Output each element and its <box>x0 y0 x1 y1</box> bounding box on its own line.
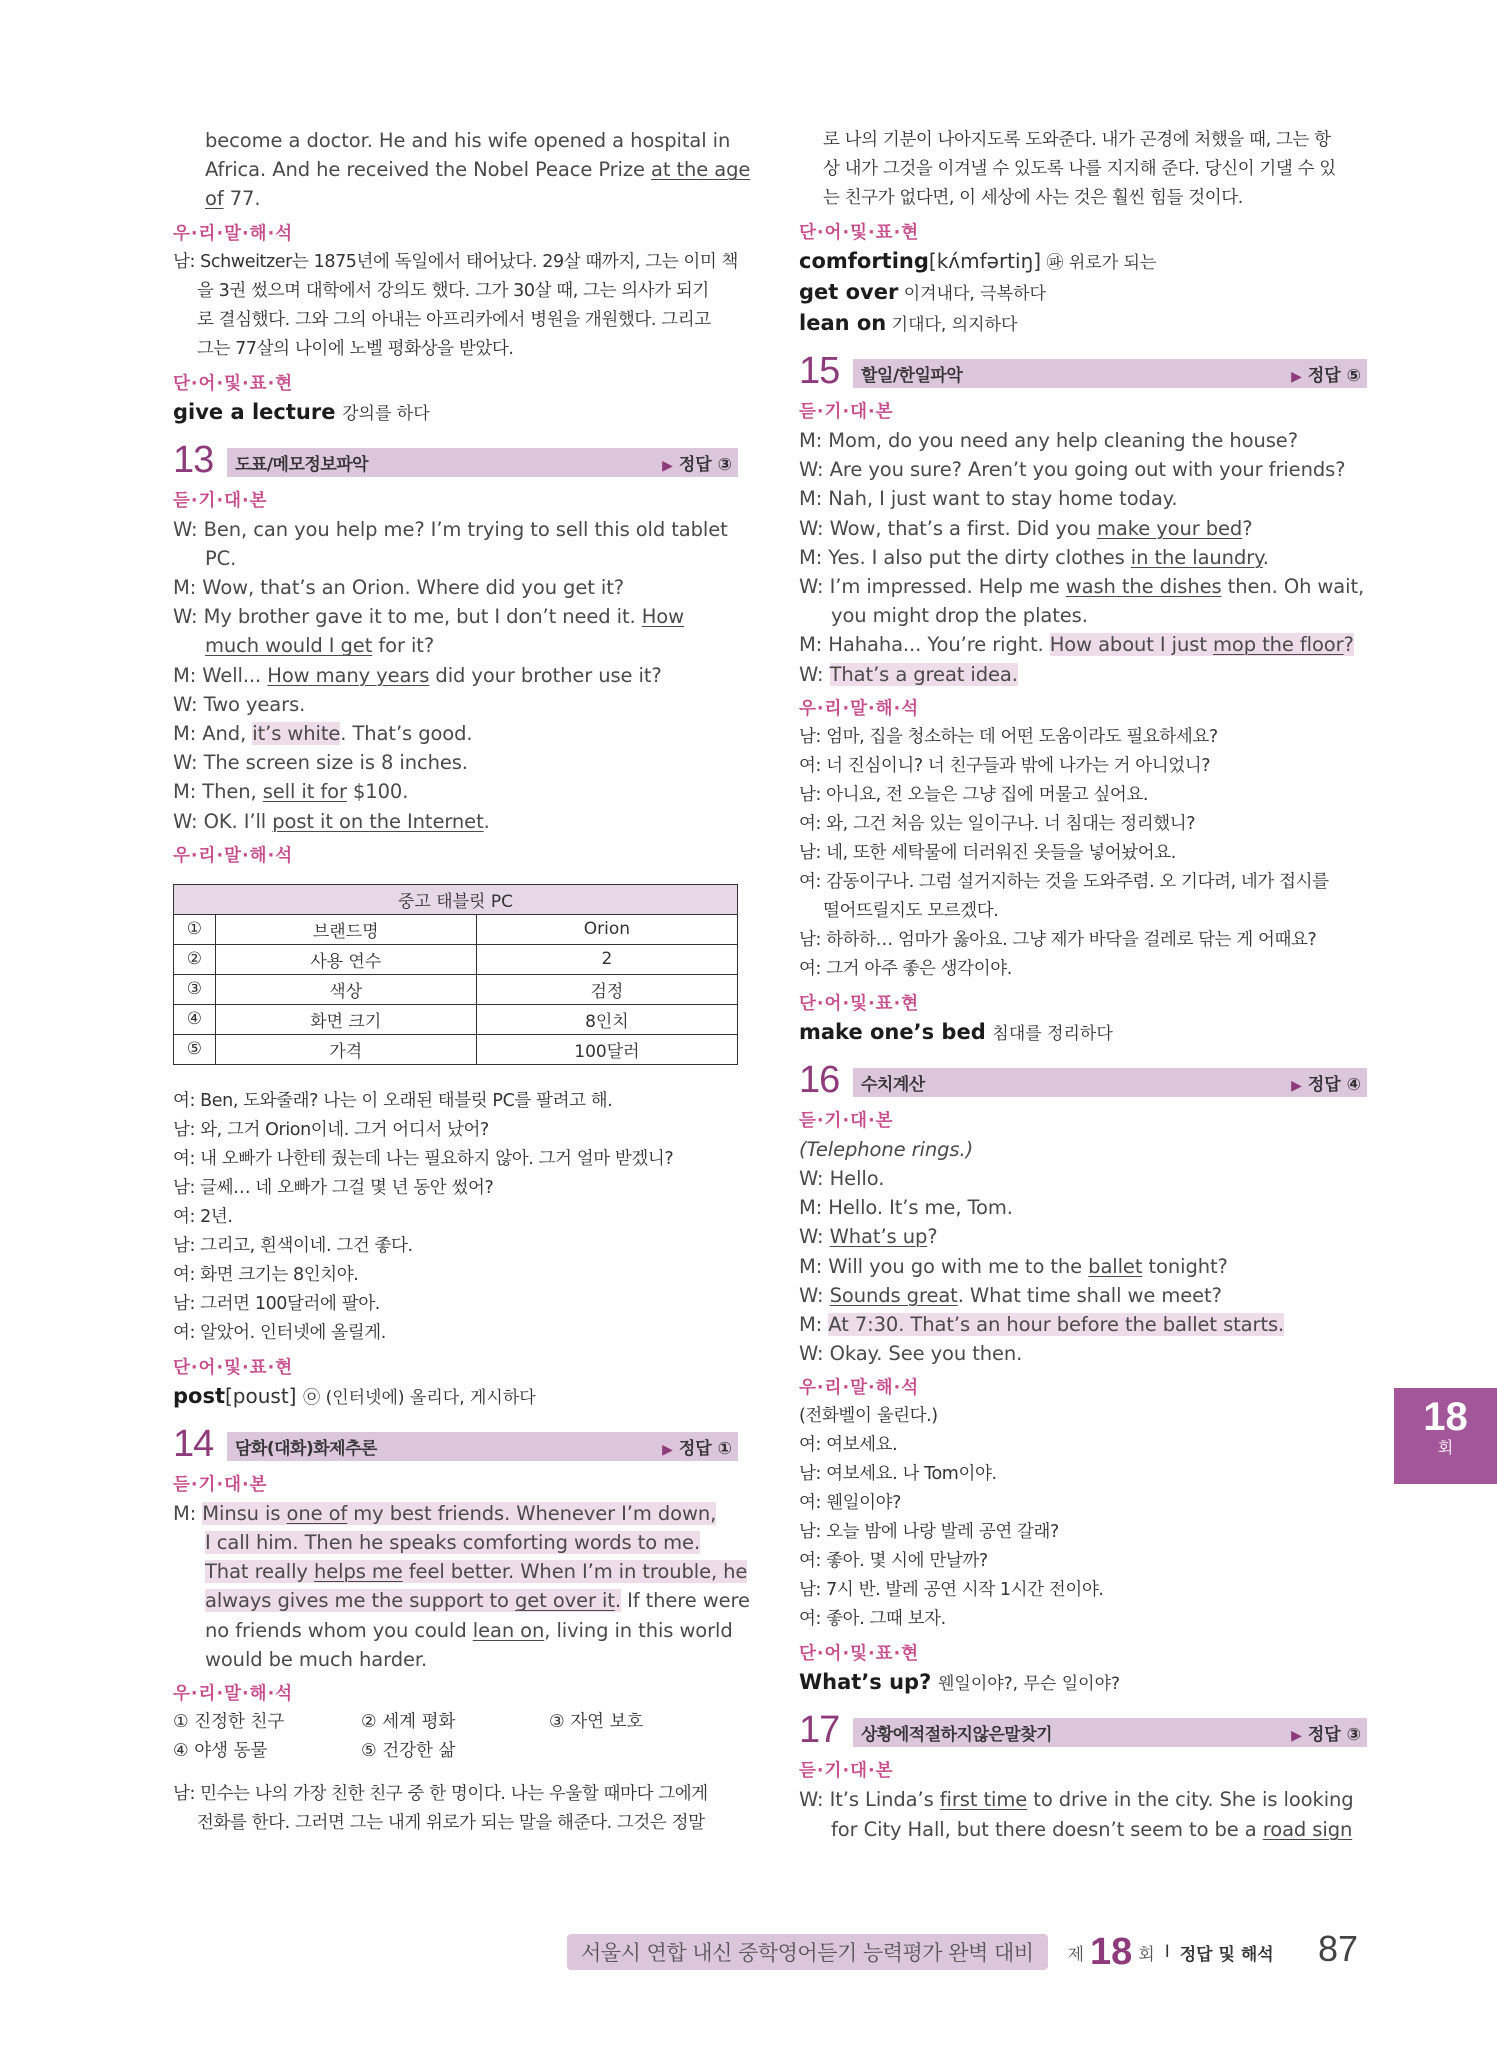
vocab-item: lean on 기대다, 의지하다 <box>799 311 1018 335</box>
script-line: W: Sounds great. What time shall we meet? <box>799 1283 1222 1307</box>
answer-label: ▶ 정답 ③ <box>662 454 732 475</box>
option: ② 세계 평화 <box>361 1712 456 1733</box>
vocab-item: post[poust] ㉧ (인터넷에) 올리다, 게시하다 <box>173 1383 536 1408</box>
script-line: Africa. And he received the Nobel Peace Prize at the age <box>205 158 751 182</box>
script-line: (Telephone rings.) <box>799 1137 974 1161</box>
script-line: M: Nah, I just want to stay home today. <box>799 487 1178 511</box>
translation-line: 여: 너 진심이니? 너 친구들과 밖에 나가는 거 아니었니? <box>799 755 1211 776</box>
table-cell: 브랜드명 <box>215 914 476 944</box>
script-heading: 듣·기·대·본 <box>799 1110 894 1131</box>
intro-translation <box>173 248 738 364</box>
translation-line: 남: 7시 반. 발레 공연 시작 1시간 전이야. <box>799 1580 1104 1601</box>
translation-line: 을 3권 썼으며 대학에서 강의도 했다. 그가 30살 때, 그는 의사가 되기 <box>197 280 709 301</box>
table-cell: 검정 <box>476 974 737 1004</box>
question-type-bar <box>853 1068 1367 1097</box>
translation-line: 남: 엄마, 집을 청소하는 데 어떤 도움이라도 필요하세요? <box>799 726 1218 747</box>
table-cell: 가격 <box>215 1034 476 1064</box>
script-line: M: Wow, that’s an Orion. Where did you get it? <box>173 576 624 600</box>
translation <box>173 1780 738 1838</box>
script-line: W: Ben, can you help me? I’m trying to sell this old tablet PC. <box>173 517 728 570</box>
vocab-heading: 단·어·및·표·현 <box>173 373 294 394</box>
triangle-icon: ▶ <box>1291 1728 1302 1745</box>
translation-line: 남: 아니요, 전 오늘은 그냥 집에 머물고 싶어요. <box>799 784 1149 805</box>
question-type: 담화(대화)화제추론 <box>235 1438 377 1459</box>
answer-label: ▶ 정답 ⑤ <box>1291 366 1361 386</box>
question-number: 13 <box>173 438 214 481</box>
translation-line: (전화벨이 울린다.) <box>799 1406 938 1427</box>
script-line: W: OK. I’ll post it on the Internet. <box>173 809 490 833</box>
script-line: M: Minsu is one of my best friends. Whenever I’m down, <box>173 1501 717 1525</box>
translation-line: 여: 좋아. 그때 보자. <box>799 1609 946 1630</box>
triangle-icon: ▶ <box>1291 1077 1302 1094</box>
question-type: 상황에적절하지않은말찾기 <box>861 1725 1053 1746</box>
table-row <box>174 974 738 1004</box>
script-line: no friends whom you could lean on, living in this world <box>205 1618 733 1642</box>
table-cell: ⑤ <box>174 1034 216 1064</box>
vocab-heading: 단·어·및·표·현 <box>799 223 920 243</box>
translation-line: 남: Schweitzer는 1875년에 독일에서 태어났다. 29살 때까지, 그는 이미 책 <box>173 251 739 272</box>
translation-line: 남: 그리고, 흰색이네. 그건 좋다. <box>173 1235 413 1256</box>
script-line: M: Then, sell it for $100. <box>173 780 409 804</box>
table-row <box>174 1004 738 1034</box>
triangle-icon: ▶ <box>662 1441 673 1458</box>
script-line: W: Wow, that’s a first. Did you make your bed? <box>799 516 1253 540</box>
script-heading: 듣·기·대·본 <box>173 490 268 511</box>
table-row <box>174 1034 738 1064</box>
memo-table <box>173 884 738 1065</box>
translation-heading: 우·리·말·해·석 <box>173 223 294 244</box>
option-row <box>173 1737 738 1766</box>
script-line: M: At 7:30. That’s an hour before the ballet starts. <box>799 1313 1285 1337</box>
translation-line: 여: Ben, 도와줄래? 나는 이 오래된 태블릿 PC를 팔려고 해. <box>173 1090 613 1111</box>
translation-continued <box>799 126 1367 213</box>
vocab-item: What’s up? 웬일이야?, 무슨 일이야? <box>799 1670 1121 1695</box>
option: ③ 자연 보호 <box>549 1712 644 1733</box>
table-cell: 사용 연수 <box>215 944 476 974</box>
script-line: W: Hello. <box>799 1167 885 1191</box>
vocab-heading: 단·어·및·표·현 <box>173 1357 294 1378</box>
translation-line: 는 친구가 없다면, 이 세상에 사는 것은 훨씬 힘들 것이다. <box>823 188 1243 208</box>
table-cell: 화면 크기 <box>215 1004 476 1034</box>
left-column <box>173 126 751 1838</box>
question-header-14 <box>173 1423 738 1463</box>
script-line: M: Yes. I also put the dirty clothes in the laundry. <box>799 545 1269 569</box>
script-line: W: Two years. <box>173 692 306 716</box>
script-line: W: That’s a great idea. <box>799 662 1018 686</box>
translation-line: 여: 2년. <box>173 1206 233 1227</box>
listening-script <box>799 1135 1367 1369</box>
triangle-icon: ▶ <box>662 457 673 474</box>
script-heading: 듣·기·대·본 <box>799 1761 894 1782</box>
translation-line: 전화를 한다. 그러면 그는 내게 위로가 되는 말을 해준다. 그것은 정말 <box>197 1813 705 1834</box>
option-row <box>173 1708 738 1737</box>
script-line: W: What’s up? <box>799 1225 938 1249</box>
question-number: 16 <box>799 1058 840 1101</box>
translation <box>173 1087 738 1348</box>
translation-heading: 우·리·말·해·석 <box>799 1378 920 1399</box>
translation-line: 여: 웬일이야? <box>799 1493 902 1514</box>
translation-line: 여: 좋아. 몇 시에 만날까? <box>799 1551 988 1572</box>
translation-heading: 우·리·말·해·석 <box>799 698 920 719</box>
translation-line: 남: 글쎄… 네 오빠가 그걸 몇 년 동안 썼어? <box>173 1177 494 1198</box>
right-column <box>799 126 1367 1844</box>
listening-script <box>799 1785 1367 1843</box>
script-heading: 듣·기·대·본 <box>173 1474 268 1495</box>
page-footer: 서울시 연합 내신 중학영어듣기 능력평가 완벽 대비 제 18 회 I 정답 및 해석 <box>567 1932 1274 1972</box>
round-number: 18 <box>1090 1930 1133 1973</box>
question-number: 15 <box>799 350 840 392</box>
table-row <box>174 914 738 944</box>
question-header-13 <box>173 439 738 479</box>
translation-line: 여: 그거 아주 좋은 생각이야. <box>799 958 1012 979</box>
table-row <box>174 944 738 974</box>
translation-line: 여: 감동이구나. 그럼 설거지하는 것을 도와주렴. 오 기다려, 네가 접시를 <box>799 871 1329 892</box>
script-line: I call him. Then he speaks comforting words to me. <box>205 1531 701 1555</box>
option <box>549 1737 699 1766</box>
script-line: become a doctor. He and his wife opened a hospital in <box>205 129 731 152</box>
section-label: 정답 및 해석 <box>1179 1944 1274 1965</box>
translation-line: 남: 하하하… 엄마가 옳아요. 그냥 제가 바닥을 걸레로 닦는 게 어때요? <box>799 929 1317 950</box>
script-heading: 듣·기·대·본 <box>799 402 894 422</box>
triangle-icon: ▶ <box>1291 369 1302 385</box>
vocab-item: get over 이겨내다, 극복하다 <box>799 280 1046 304</box>
question-number: 17 <box>799 1709 840 1752</box>
answer-label: ▶ 정답 ③ <box>1291 1725 1361 1746</box>
translation-line: 여: 알았어. 인터넷에 올릴게. <box>173 1322 386 1343</box>
translation <box>799 1402 1367 1634</box>
script-line: of 77. <box>205 187 261 211</box>
script-line: W: It’s Linda’s first time to drive in the city. She is looking <box>799 1788 1354 1812</box>
vocab-item: give a lecture 강의를 하다 <box>173 399 430 424</box>
script-line: M: Hahaha... You’re right. How about I just mop the floor? <box>799 633 1354 657</box>
question-type-bar <box>853 359 1367 388</box>
option: ⑤ 건강한 삶 <box>361 1741 456 1762</box>
answer-label: ▶ 정답 ① <box>662 1438 732 1459</box>
translation-line: 로 결심했다. 그와 그의 아내는 아프리카에서 병원을 개원했다. 그리고 <box>197 309 711 330</box>
vocab-list <box>799 247 1367 340</box>
vocab-heading: 단·어·및·표·현 <box>799 1644 920 1665</box>
question-header-17 <box>799 1709 1367 1752</box>
translation-line: 남: 네, 또한 세탁물에 더러워진 옷들을 넣어놨어요. <box>799 842 1176 863</box>
intro-script <box>173 126 751 214</box>
option: ① 진정한 친구 <box>173 1712 285 1733</box>
book-title: 서울시 연합 내신 중학영어듣기 능력평가 완벽 대비 <box>567 1934 1048 1970</box>
translation-line: 남: 민수는 나의 가장 친한 친구 중 한 명이다. 나는 우울할 때마다 그에게 <box>173 1784 708 1805</box>
translation-line: 남: 오늘 밤에 나랑 발레 공연 갈래? <box>799 1522 1059 1543</box>
table-title: 중고 태블릿 PC <box>174 884 738 914</box>
translation-heading: 우·리·말·해·석 <box>173 1684 294 1705</box>
table-cell: 색상 <box>215 974 476 1004</box>
question-type: 할일/한일파악 <box>861 366 963 386</box>
page-number: 87 <box>1318 1928 1359 1969</box>
answer-label: ▶ 정답 ④ <box>1291 1074 1361 1095</box>
translation-line: 로 나의 기분이 나아지도록 도와준다. 내가 곤경에 처했을 때, 그는 항 <box>823 130 1331 150</box>
script-line: M: And, it’s white. That’s good. <box>173 722 473 746</box>
script-line: W: My brother gave it to me, but I don’t need it. How much would I get for it? <box>173 605 684 658</box>
vocab-heading: 단·어·및·표·현 <box>799 993 920 1014</box>
table-cell: ① <box>174 914 216 944</box>
question-type: 도표/메모정보파악 <box>235 454 369 475</box>
answer-options <box>173 1708 738 1766</box>
script-line: W: The screen size is 8 inches. <box>173 751 468 775</box>
script-line: W: Are you sure? Aren’t you going out with your friends? <box>799 458 1346 482</box>
question-type-bar <box>227 448 738 477</box>
script-line: M: Hello. It’s me, Tom. <box>799 1196 1013 1220</box>
translation-line: 여: 화면 크기는 8인치야. <box>173 1264 359 1285</box>
question-type-bar <box>227 1432 738 1461</box>
table-cell: Orion <box>476 914 737 944</box>
translation-line: 여: 와, 그건 처음 있는 일이구나. 너 침대는 정리했니? <box>799 813 1196 834</box>
listening-script <box>799 426 1367 689</box>
translation-line: 여: 여보세요. <box>799 1435 898 1456</box>
script-line: M: Will you go with me to the ballet tonight? <box>799 1254 1228 1278</box>
script-line: would be much harder. <box>205 1647 428 1671</box>
script-line: M: Well... How many years did your brother use it? <box>173 663 662 687</box>
listening-script <box>173 515 738 836</box>
table-cell: ② <box>174 944 216 974</box>
vocab-item: comforting[kʌ́mfərtiŋ] ㉺ 위로가 되는 <box>799 249 1157 273</box>
script-line: W: Okay. See you then. <box>799 1342 1023 1366</box>
table-cell: 8인치 <box>476 1004 737 1034</box>
translation <box>799 723 1367 984</box>
question-header-16 <box>799 1059 1367 1099</box>
translation-line: 떨어뜨릴지도 모르겠다. <box>823 900 999 921</box>
listening-script <box>173 1499 750 1674</box>
translation-line: 여: 내 오빠가 나한테 줬는데 나는 필요하지 않아. 그거 얼마 받겠니? <box>173 1148 674 1169</box>
script-line: for City Hall, but there doesn’t seem to be a road sign <box>831 1817 1353 1841</box>
translation-line: 남: 와, 그거 Orion이네. 그거 어디서 났어? <box>173 1119 489 1140</box>
script-line: M: Mom, do you need any help cleaning the house? <box>799 429 1298 452</box>
script-line: W: I’m impressed. Help me wash the dishes then. Oh wait, you might drop the plates. <box>799 575 1365 628</box>
script-line: always gives me the support to get over it. If there were <box>205 1589 750 1613</box>
round-side-tab: 18 회 <box>1394 1388 1497 1484</box>
translation-line: 남: 여보세요. 나 Tom이야. <box>799 1464 997 1485</box>
question-header-15 <box>799 350 1367 390</box>
question-type: 수치계산 <box>861 1074 925 1095</box>
translation-heading: 우·리·말·해·석 <box>173 845 294 866</box>
table-cell: 2 <box>476 944 737 974</box>
table-cell: ③ <box>174 974 216 1004</box>
script-line: That really helps me feel better. When I’m in trouble, he <box>205 1560 748 1584</box>
translation-line: 상 내가 그것을 이겨낼 수 있도록 나를 지지해 준다. 당신이 기댈 수 있 <box>823 159 1336 179</box>
table-cell: ④ <box>174 1004 216 1034</box>
vocab-item: make one’s bed 침대를 정리하다 <box>799 1019 1113 1044</box>
translation-line: 남: 그러면 100달러에 팔아. <box>173 1293 380 1314</box>
option: ④ 야생 동물 <box>173 1741 268 1762</box>
translation-line: 그는 77살의 나이에 노벨 평화상을 받았다. <box>197 338 514 359</box>
question-type-bar <box>853 1718 1367 1747</box>
question-number: 14 <box>173 1422 214 1465</box>
table-cell: 100달러 <box>476 1034 737 1064</box>
